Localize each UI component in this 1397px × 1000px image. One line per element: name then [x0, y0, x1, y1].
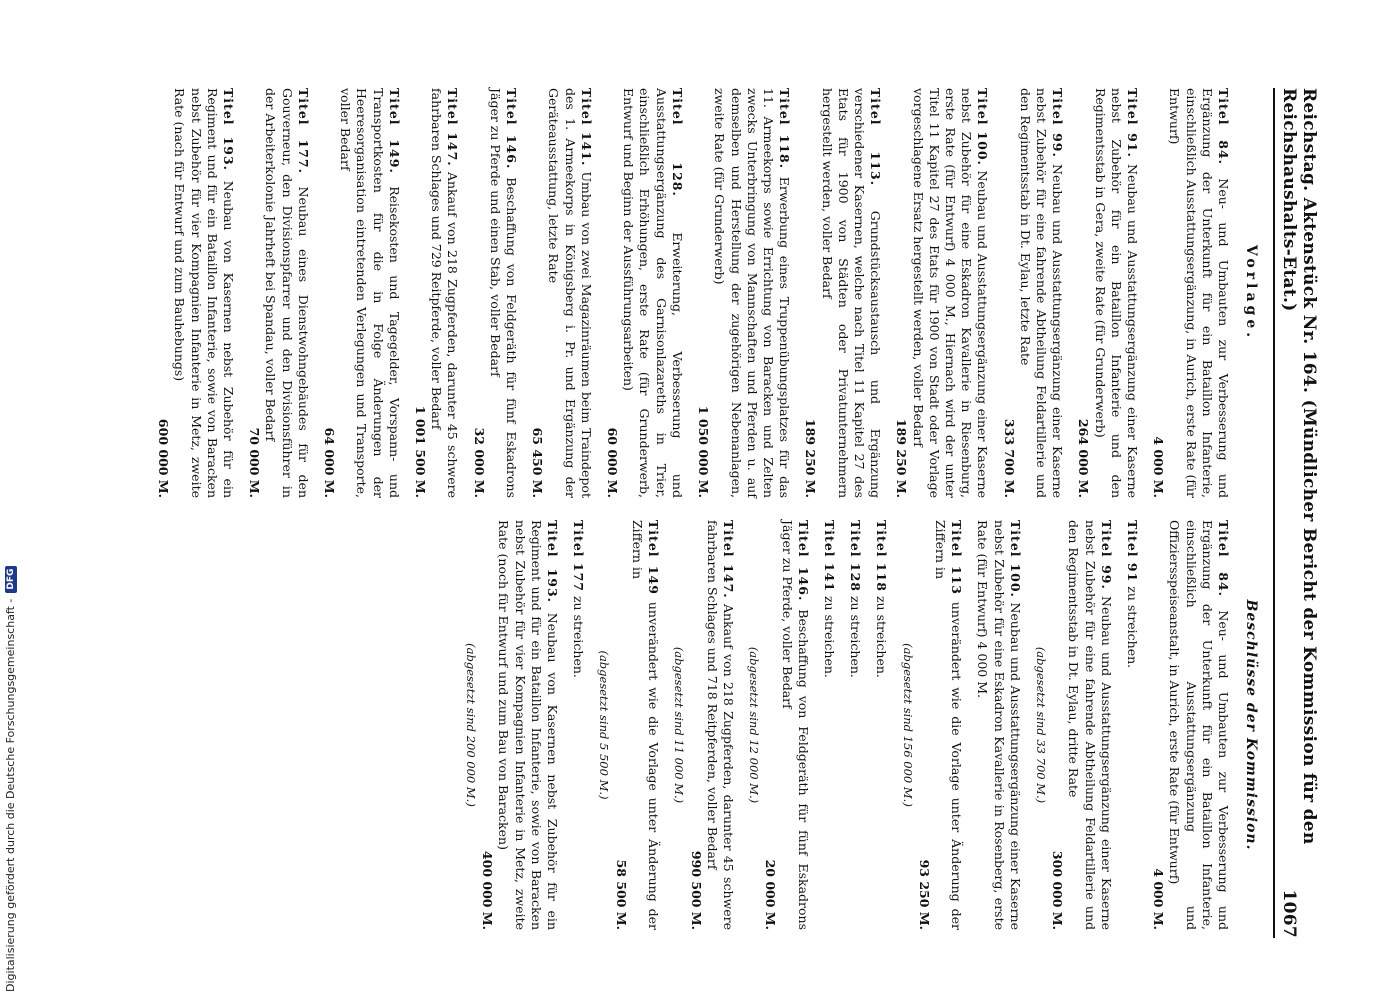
entry-title-label: Titel 100. [1007, 520, 1023, 598]
entry-title-label: Titel 141 [821, 520, 837, 592]
entry-title-label: Titel 146. [795, 520, 811, 602]
entry-text: Ankauf von 218 Zugpferden, darunter 45 schwere fahrbaren Schlages und 718 Reitpferden, voller Bedarf [704, 520, 736, 930]
entry-title-label: Titel 147. [445, 88, 461, 167]
entry-text: zu streichen. [848, 595, 864, 678]
entry-note: (abgesetzt sind 12 000 M.) [747, 646, 762, 804]
entry-amount: 4 000 M. [1151, 436, 1167, 498]
entry-text: Erweiterung, Verbesserung und Ausstattungsergänzung des Garnisonlazareths in Trier, einschließlich Erhöhungen, erste Rate (für Grunderwerb, Entwurf und Beginn der Aussführungsarbeiten) [621, 88, 685, 498]
entry-amount: 70 000 M. [247, 427, 263, 498]
entry-amount: 1 001 500 M. [413, 405, 429, 498]
entry-item [974, 520, 1023, 930]
entry-item [1033, 520, 1114, 930]
resolution-entries [463, 520, 1231, 930]
entry-text: Umbau von zwei Magazinräumen beim Traindepot des 1. Armeekorps in Königsberg i. Pr. und Ergänzung der Geräteausstattung, letzte Rate [546, 88, 594, 498]
entry-item [529, 88, 594, 498]
entry-item [873, 520, 889, 930]
entry-note: (abgesetzt sind 33 700 M.) [1033, 646, 1048, 804]
entry-text: zu streichen. [571, 595, 587, 678]
entry-item [570, 520, 586, 930]
entry-item [604, 88, 685, 498]
entry-amount: 20 000 M. [763, 859, 779, 930]
entry-title-label: Titel 128 [848, 520, 864, 592]
entry-item [746, 520, 811, 930]
entry-note: (abgesetzt sind 200 000 M.) [464, 643, 479, 807]
page-number: 1067 [1279, 889, 1299, 938]
entry-item [847, 520, 863, 930]
entry-amount: 60 000 M. [605, 427, 621, 498]
proposal-heading: Vorlage. [1243, 244, 1259, 342]
entry-title-label: Titel 91 [1124, 520, 1140, 583]
entry-amount: 264 000 M. [1076, 418, 1092, 498]
entry-title-label: Titel 113. [868, 88, 884, 187]
entry-text: Reisekosten und Tagegelder, Vorspann- und Transportkosten für die in Folge Änderungen der Heeresorganisation eintretenden Verlegungen und Transporte, voller Bedarf [338, 88, 402, 498]
entry-title-label: Titel 100. [975, 88, 991, 166]
entry-title-label: Titel 118 [874, 520, 890, 592]
footer-text: Digitalisierung gefördert durch die Deutsche Forschungsgemeinschaft - [4, 598, 17, 992]
entry-title-label: Titel 193. [545, 520, 561, 604]
entry-text: Neubau und Ausstattungsergänzung einer Kaserne nebst Zubehör für eine Eskadron Kavallerie in Riesenburg, erste Rate (für Entwurf) 4 000 M., Hiernach wird der unter Titel 11 Kapitel 27 des Etats für 1900 von Stadt oder Vorlage vorgeschlagene Ersatz hergestellt werden, voller Bedarf [910, 88, 991, 498]
entry-text: zu streichen. [874, 595, 890, 678]
entry-text: zu streichen. [821, 595, 837, 678]
entry-item [246, 88, 311, 498]
entry-note: (abgesetzt sind 5 500 M.) [597, 650, 612, 800]
entry-item [155, 88, 236, 498]
entry-title-label: Titel 146. [504, 88, 520, 170]
entry-amount: 58 500 M. [613, 859, 629, 930]
entry-text: Neubau und Ausstattungsergänzung einer Kaserne nebst Zubehör für eine fahrende Abtheilung Feldartillerie und den Regimentsstab in Dt. Eylau, dritte Rate [1066, 520, 1114, 931]
entry-text: Ankauf von 218 Zugpferden, darunter 45 schwere fahrbaren Schlages und 729 Reitpferde, voller Bedarf [429, 88, 461, 498]
entry-title-label: Titel 128. [669, 88, 685, 197]
entry-amount: 189 250 M. [803, 418, 819, 498]
entry-title-label: Titel 84. [1216, 520, 1231, 598]
entry-amount: 600 000 M. [156, 418, 172, 498]
entry-note: (abgesetzt sind 11 000 M.) [672, 646, 687, 804]
entry-amount: 64 000 M. [322, 427, 338, 498]
entry-title-label: Titel 91. [1124, 88, 1140, 158]
entry-title-label: Titel 141. [578, 88, 594, 167]
digitization-footer [4, 566, 17, 992]
entry-item [1075, 88, 1140, 498]
entry-item [802, 88, 883, 498]
entry-text: Neubau eines Dienstwohngebäudes für den Gouverneur, den Divisionspfarrer und den Divisionsführer in der Arbeiterkolonie Jahrheft bei Spandau, voller Bedarf [263, 88, 311, 498]
entry-text: Neu- und Umbauten zur Verbesserung und Ergänzung der Unterkunft für ein Bataillon Infanterie, einschließlich Ausstattungsergänzung und Offiziersspeiseanstalt, in Aurich, erste Rate (für Entwurf) [1167, 520, 1231, 930]
entry-text: Erwerbung eines Truppenübungsplatzes für das 11. Armeekorps sowie Errichtung von Baracken und Zelten zwecks Unterbringung von Mannschaften und Pferden u. auf demselben und Herstellung der zugehörigen Nebenanlagen, zweite Rate (für Grunderwerb) [712, 88, 793, 498]
entry-item [1000, 88, 1065, 498]
resolution-heading: Beschlüsse der Kommission. [1243, 599, 1259, 851]
entry-text: Neubau und Ausstattungsergänzung einer Kaserne nebst Zubehör für ein Bataillon Infanterie und den Regimentsstab in Gera, zweite Rate (für Grunderwerb) [1092, 88, 1140, 499]
dfg-logo: DFG [5, 566, 17, 593]
entry-title-label: Titel 99. [1098, 520, 1114, 590]
proposal-column [145, 88, 1259, 498]
entry-amount: 4 000 M. [1151, 868, 1167, 930]
entry-item [412, 88, 461, 498]
entry-amount: 65 450 M. [530, 427, 546, 498]
entry-text: unverändert wie die Vorlage unter Änderung der Ziffern in [629, 520, 662, 930]
entry-item [463, 520, 560, 930]
entry-text: Grundstücksaustausch und Ergänzung verschiedener Kasernen, welche nach Titel 11 Kapitel 27 des Etats für 1900 von Städten oder Privatunternehmern hergestellt werden, voller Bedarf [819, 88, 884, 498]
entry-title-label: Titel 118. [777, 88, 793, 170]
entry-amount: 1 050 000 M. [696, 405, 712, 498]
entry-text: Neubau von Kasernen nebst Zubehör für ein Regiment und für ein Bataillon Infanterie, sowie von Baracken nebst Zubehör für vier Kompagnien Infanterie in Metz, zweite Rate (nach für Entwurf und zum Bauhebungs) [172, 88, 237, 498]
entry-amount: 990 500 M. [688, 850, 704, 930]
entry-item [1124, 520, 1140, 930]
entry-item [893, 88, 990, 498]
entry-title-label: Titel 193. [221, 88, 237, 172]
entry-item [470, 88, 519, 498]
entry-title-label: Titel 99. [1050, 88, 1066, 158]
entry-text: Neu- und Umbauten zur Verbesserung und Ergänzung der Unterkunft für ein Bataillon Infanterie, einschließlich Ausstattungsergänzung, in Aurich, erste Rate (für Entwurf) [1167, 88, 1231, 498]
entry-text: zu streichen. [1124, 586, 1140, 669]
resolution-column [453, 520, 1259, 930]
entry-title-label: Titel 147. [720, 520, 736, 599]
entry-item [899, 520, 964, 930]
entry-title-label: Titel 113 [949, 520, 965, 595]
entry-amount: 93 250 M. [916, 859, 932, 930]
entry-amount: 189 250 M. [894, 418, 910, 498]
entry-text: Neubau von Kasernen nebst Zubehör für ein Regiment und für ein Bataillon Infanterie, sowie von Baracken nebst Zubehör für vier Kompagnien Infanterie in Metz, zweite Rate (noch für Entwurf und zum Bau von Baracken) [496, 520, 561, 930]
entry-item [321, 88, 402, 498]
entry-amount: 32 000 M. [471, 427, 487, 498]
entry-item [671, 520, 736, 930]
entry-amount: 400 000 M. [480, 850, 496, 930]
entry-note: (abgesetzt sind 156 000 M.) [900, 643, 915, 807]
entry-text: unverändert wie die Vorlage unter Änderung der Ziffern in [932, 520, 965, 930]
entry-title-label: Titel 149 [646, 520, 662, 595]
entry-title-label: Titel 84. [1216, 88, 1231, 166]
entry-amount: 333 700 M. [1001, 418, 1017, 498]
proposal-entries [155, 88, 1231, 498]
entry-item [821, 520, 837, 930]
entry-title-label: Titel 177. [295, 88, 311, 174]
entry-item [695, 88, 792, 498]
entry-text: Neubau und Ausstattungsergänzung einer Kaserne nebst Zubehör für eine fahrende Abtheilung Feldartillerie und den Regimentsstab in Dt. Eylau, letzte Rate [1017, 88, 1066, 499]
entry-title-label: Titel 149. [386, 88, 402, 174]
header-title: Reichstag. Aktenstück Nr. 164. (Mündlicher Bericht der Kommission für den Reichshaushalts-Etat.) [1279, 88, 1319, 845]
entry-title-label: Titel 177 [571, 520, 587, 592]
entry-item [596, 520, 661, 930]
entry-amount: 300 000 M. [1050, 850, 1066, 930]
entry-item [1150, 520, 1231, 930]
entry-text: Beschaffung von Feldgeräth für fünf Eskadrons Jäger zu Pferde und einen Stab, voller Bedarf [487, 88, 520, 498]
entry-text: Beschaffung von Feldgeräth für fünf Eskadrons Jäger zu Pferde, voller Bedarf [779, 520, 811, 930]
entry-text: Neubau und Ausstattungsergänzung einer Kaserne nebst Zubehör für eine Eskadron Kavallerie in Rosenberg, erste Rate (für Entwurf) 4 000 M. [975, 520, 1023, 930]
entry-item [1150, 88, 1231, 498]
page-header [1273, 88, 1317, 938]
